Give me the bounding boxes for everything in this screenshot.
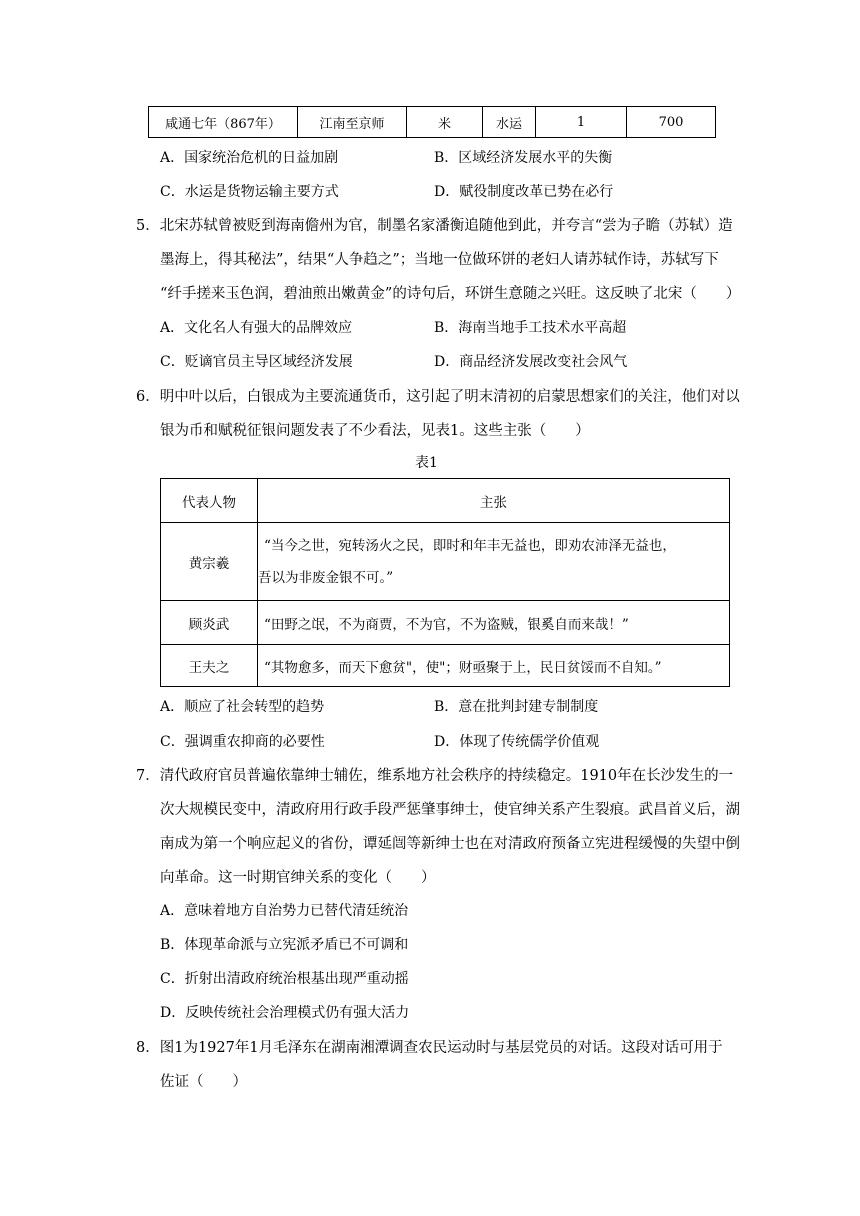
thinker-claim: “其物愈多，而天下愈贫"，使"；财亟聚于上，民日贫馁而不自知。” [258, 645, 730, 687]
thinker-name: 顾炎武 [161, 601, 258, 645]
q4-option-c: C．水运是货物运输主要方式 [160, 184, 339, 200]
q6-option-d: D．体现了传统儒学价值观 [434, 734, 600, 750]
table-cell: 1 [536, 107, 627, 138]
claim-line: 吾以为非废金银不可。” [258, 569, 394, 586]
q5-option-a: A．文化名人有强大的品牌效应 [160, 320, 353, 336]
thinker-claim: “田野之氓，不为商贾，不为官，不为盗贼，银奚自而来哉！” [258, 601, 730, 645]
table-row [161, 645, 730, 687]
q7-option-a: A．意味着地方自治势力已替代清廷统治 [160, 903, 409, 919]
q4-option-d: D．赋役制度改革已势在必行 [434, 184, 614, 200]
table-caption: 表1 [415, 455, 438, 471]
q5-line-1: 5．北宋苏轼曾被贬到海南儋州为官，制墨名家潘衡追随他到此，并夸言“尝为子瞻（苏轼）造 [136, 218, 733, 234]
claim-line: “当今之世，宛转汤火之民，即时和年丰无益也，即劝农沛泽无益也， [264, 537, 676, 554]
thinker-name: 王夫之 [161, 645, 258, 687]
q5-line-3: “纤手搓来玉色润，碧油煎出嫩黄金”的诗句后，环饼生意随之兴旺。这反映了北宋（ ） [160, 286, 741, 302]
q7-option-b: B．体现革命派与立宪派矛盾已不可调和 [160, 937, 409, 953]
table-cell: 水运 [483, 107, 536, 138]
q8-line-2: 佐证（ ） [160, 1074, 247, 1090]
q5-line-2: 墨海上，得其秘法”，结果“人争趋之”；当地一位做环饼的老妇人请苏轼作诗，苏轼写下 [160, 252, 719, 268]
table-header: 主张 [258, 479, 730, 523]
q8-line-1: 8．图1为1927年1月毛泽东在湖南湘潭调查农民运动时与基层党员的对话。这段对话可用于 [136, 1040, 723, 1056]
q5-option-c: C．贬谪官员主导区域经济发展 [160, 354, 353, 370]
table-header: 代表人物 [161, 479, 258, 523]
table-row [161, 523, 730, 601]
q7-option-c: C．折射出清政府统治根基出现严重动摇 [160, 971, 409, 987]
table-row [149, 107, 716, 138]
table-header-row [161, 479, 730, 523]
q6-option-b: B．意在批判封建专制制度 [434, 699, 599, 715]
thinker-name: 黄宗羲 [161, 523, 258, 601]
q7-line-3: 南成为第一个响应起义的省份，谭延闿等新绅士也在对清政府预备立宪进程缓慢的失望中倒 [160, 836, 740, 852]
q5-option-b: B．海南当地手工技术水平高超 [434, 320, 627, 336]
thinkers-table [160, 478, 730, 687]
q6-line-2: 银为币和赋税征银问题发表了不少看法，见表1。这些主张（ ） [160, 423, 590, 439]
table-cell: 700 [627, 107, 716, 138]
q7-line-4: 向革命。这一时期官绅关系的变化（ ） [160, 870, 436, 886]
q6-option-a: A．顺应了社会转型的趋势 [160, 699, 325, 715]
q4-option-a: A．国家统治危机的日益加剧 [160, 150, 339, 166]
q7-line-2: 次大规模民变中，清政府用行政手段严惩肇事绅士，使官绅关系产生裂痕。武昌首义后，湖 [160, 802, 740, 818]
q6-option-c: C．强调重农抑商的必要性 [160, 734, 325, 750]
table-cell: 江南至京师 [298, 107, 407, 138]
q7-line-1: 7．清代政府官员普遍依靠绅士辅佐，维系地方社会秩序的持续稳定。1910年在长沙发生的一 [136, 768, 734, 784]
grain-transport-table [148, 106, 716, 138]
q4-option-b: B．区域经济发展水平的失衡 [434, 150, 613, 166]
q7-option-d: D．反映传统社会治理模式仍有强大活力 [160, 1005, 410, 1021]
thinker-claim [258, 523, 730, 601]
q6-line-1: 6．明中叶以后，白银成为主要流通货币，这引起了明末清初的启蒙思想家们的关注，他们对以 [136, 389, 740, 405]
table-row [161, 601, 730, 645]
q5-option-d: D．商品经济发展改变社会风气 [434, 354, 628, 370]
table-cell: 米 [407, 107, 483, 138]
table-cell: 咸通七年（867年） [149, 107, 298, 138]
